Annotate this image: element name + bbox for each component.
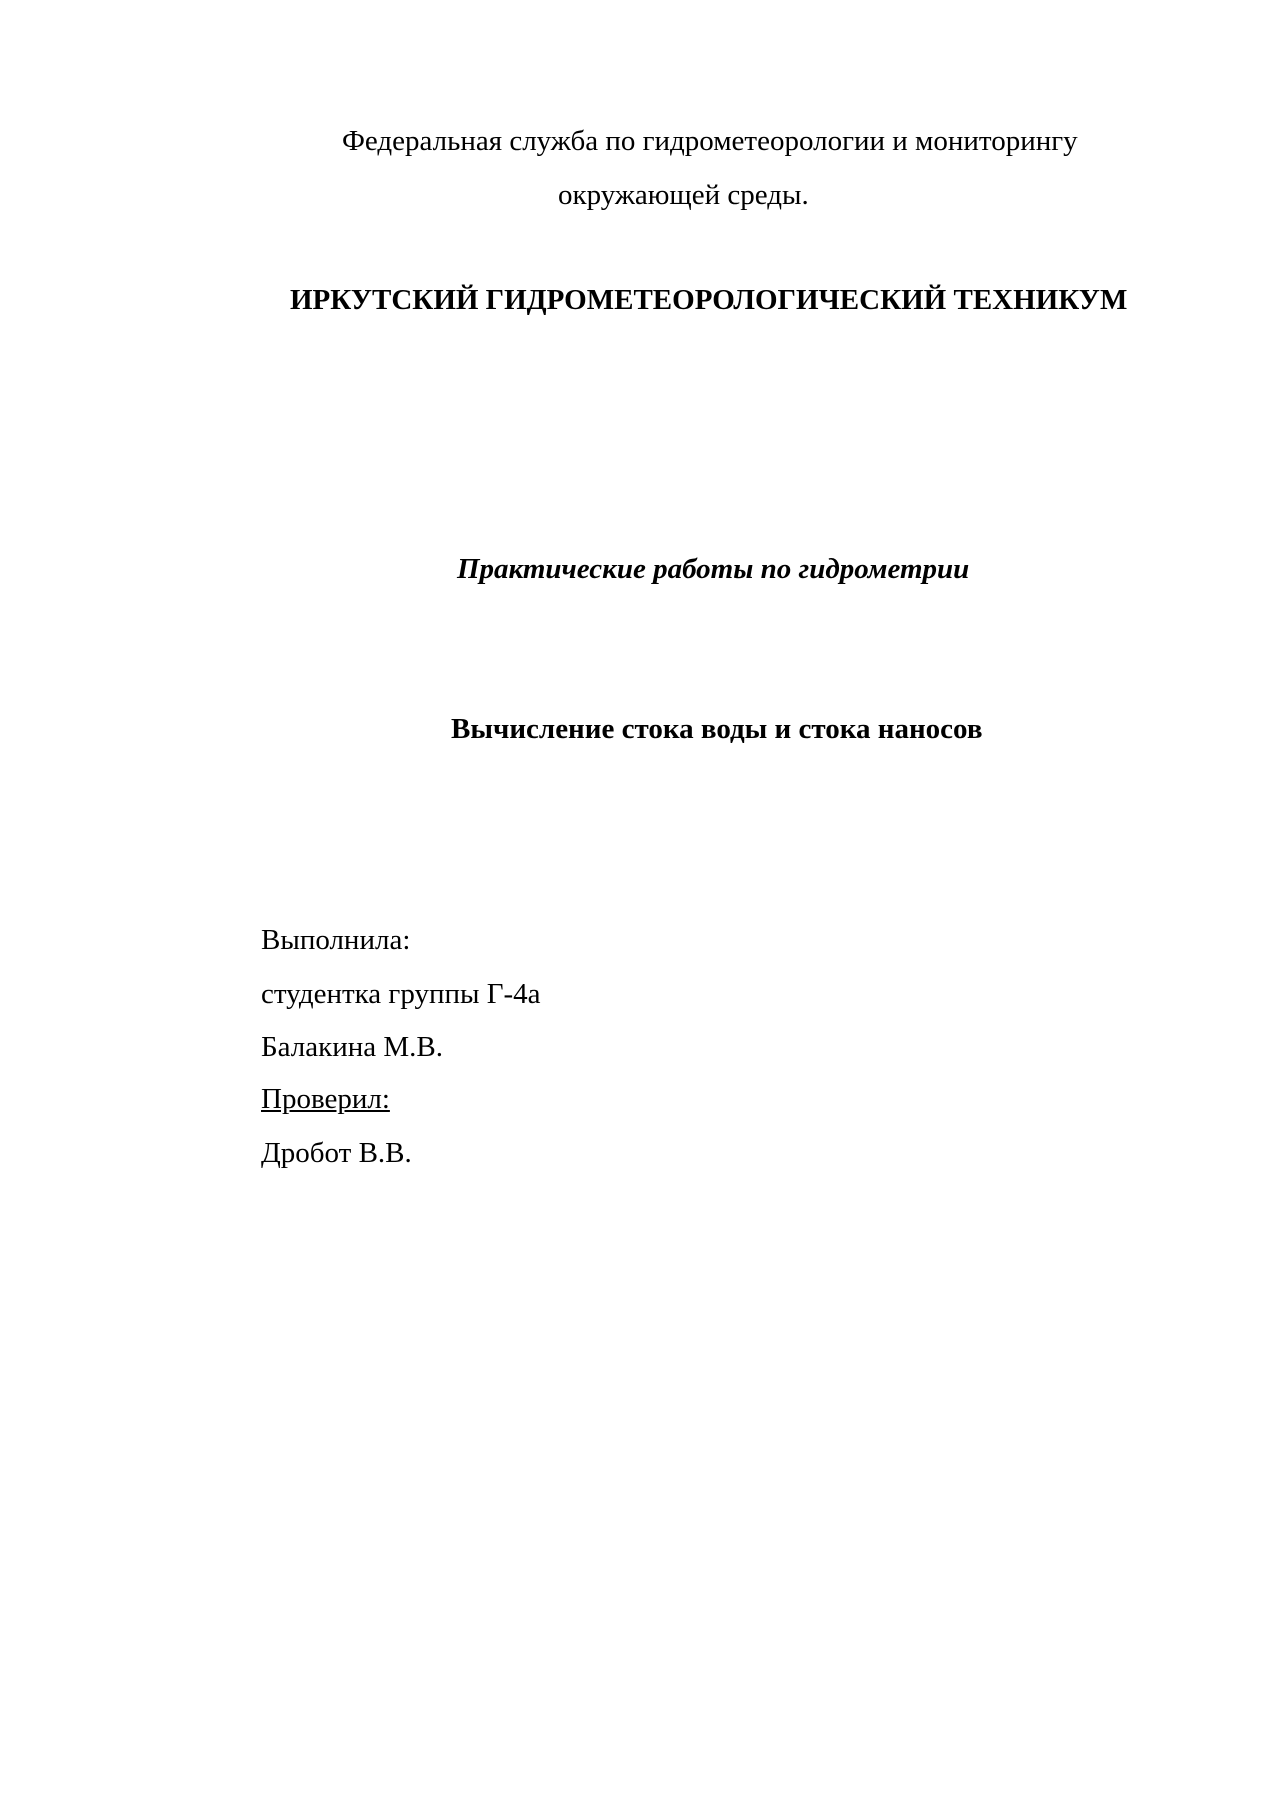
organization-line-2: окружающей среды. bbox=[558, 179, 809, 211]
work-type-title: Практические работы по гидрометрии bbox=[457, 553, 970, 585]
organization-line-1: Федеральная служба по гидрометеорологии и мониторингу bbox=[342, 125, 1078, 157]
topic-title: Вычисление стока воды и стока наносов bbox=[451, 713, 983, 745]
institution-title: ИРКУТСКИЙ ГИДРОМЕТЕОРОЛОГИЧЕСКИЙ ТЕХНИКУМ bbox=[290, 284, 1128, 316]
teacher-name: Дробот В.В. bbox=[261, 1137, 412, 1169]
checked-label: Проверил: bbox=[261, 1083, 390, 1115]
performed-label: Выполнила: bbox=[261, 924, 411, 956]
student-group: студентка группы Г-4а bbox=[261, 978, 541, 1010]
student-name: Балакина М.В. bbox=[261, 1031, 444, 1063]
